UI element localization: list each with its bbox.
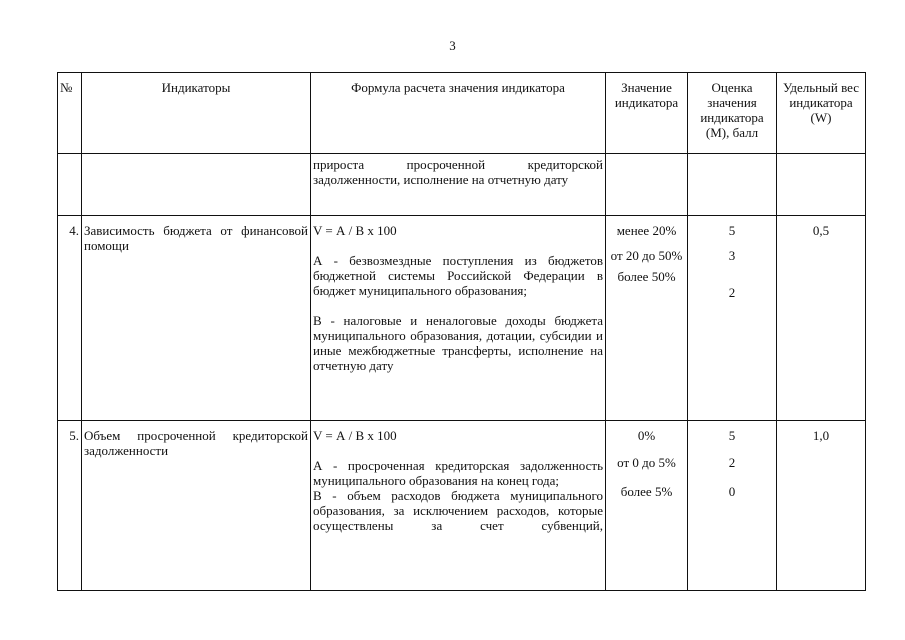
score-option: 3 bbox=[728, 248, 736, 263]
value-option: более 50% bbox=[617, 269, 676, 284]
spacer bbox=[313, 238, 603, 253]
cell-indicator bbox=[82, 154, 311, 216]
value-option: от 0 до 5% bbox=[617, 455, 676, 470]
score-option: 2 bbox=[728, 455, 736, 470]
header-num: № bbox=[58, 73, 82, 154]
spacer bbox=[313, 443, 603, 458]
score-cell bbox=[688, 216, 777, 421]
table-row-5 bbox=[58, 421, 866, 591]
formula-main: V = А / В x 100 bbox=[313, 428, 397, 443]
weight-cell: 1,0 bbox=[777, 421, 866, 591]
score-option: 5 bbox=[728, 223, 736, 238]
value-option: менее 20% bbox=[616, 223, 677, 238]
table-row-continuation bbox=[58, 154, 866, 216]
page-number: 3 bbox=[449, 38, 456, 53]
score-cell bbox=[688, 421, 777, 591]
cell-formula: прироста просроченной кредиторской задолженности, исполнение на отчетную дату bbox=[311, 154, 606, 216]
indicator-name: Зависимость бюджета от финансовой помощи bbox=[82, 216, 311, 421]
formula-b-description: В - объем расходов бюджета муниципального образования, за исключением расходов, которые осуществлены за счет субвенций, bbox=[313, 488, 603, 533]
row-number: 5. bbox=[58, 421, 82, 591]
score-option: 5 bbox=[728, 428, 736, 443]
cell-num bbox=[58, 154, 82, 216]
formula-a-description: А - просроченная кредиторская задолженность муниципального образования на конец года; bbox=[313, 458, 603, 488]
table-row-4 bbox=[58, 216, 866, 421]
weight-cell: 0,5 bbox=[777, 216, 866, 421]
cell-score bbox=[688, 154, 777, 216]
header-indicators: Индикаторы bbox=[82, 73, 311, 154]
formula-b-description: В - налоговые и неналоговые доходы бюджета муниципального образования, дотации, субсидии и иные межбюджетные трансферты, исполнение на отчетную дату bbox=[313, 313, 603, 373]
header-formula: Формула расчета значения индикатора bbox=[311, 73, 606, 154]
header-score: Оценка значения индикатора (М), балл bbox=[688, 73, 777, 154]
formula-cell bbox=[311, 216, 606, 421]
formula-cell bbox=[311, 421, 606, 591]
formula-a-description: А - безвозмездные поступления из бюджетов бюджетной системы Российской Федерации в бюджет муниципального образования; bbox=[313, 253, 603, 298]
value-option: 0% bbox=[637, 428, 656, 443]
score-option: 2 bbox=[728, 285, 736, 300]
score-option: 0 bbox=[728, 484, 736, 499]
indicators-table bbox=[57, 72, 866, 591]
value-option: более 5% bbox=[620, 484, 673, 499]
value-cell bbox=[606, 421, 688, 591]
value-option: от 20 до 50% bbox=[610, 248, 683, 263]
formula-main: V = А / В x 100 bbox=[313, 223, 397, 238]
header-weight: Удельный вес индикатора (W) bbox=[777, 73, 866, 154]
indicator-name: Объем просроченной кредиторской задолженности bbox=[82, 421, 311, 591]
table-header-row bbox=[58, 73, 866, 154]
value-cell bbox=[606, 216, 688, 421]
spacer bbox=[313, 298, 603, 313]
header-value: Значение индикатора bbox=[606, 73, 688, 154]
cell-weight bbox=[777, 154, 866, 216]
row-number: 4. bbox=[58, 216, 82, 421]
cell-value bbox=[606, 154, 688, 216]
